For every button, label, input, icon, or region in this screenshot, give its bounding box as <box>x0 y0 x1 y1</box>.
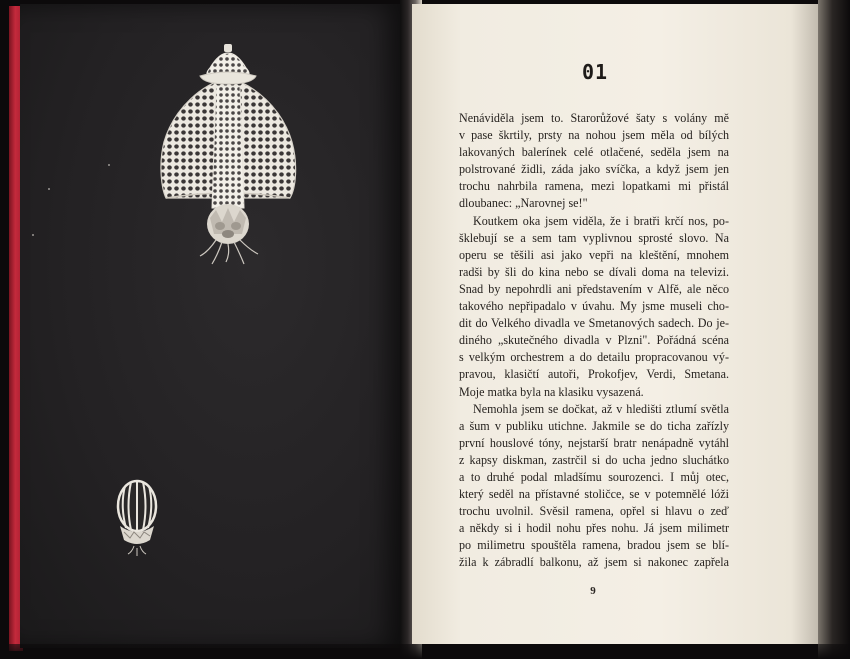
text-line: polstrované židli, záda jako svíčka, a když jsem jen <box>459 162 729 177</box>
page-edge-shadow <box>818 0 850 659</box>
text-line: Nenáviděla jsem to. Starorůžové šaty s volány mě <box>459 111 729 125</box>
dust-speck <box>108 164 110 166</box>
text-line: takového nepřipadalo v úvahu. My jsme museli cho- <box>459 299 729 314</box>
text-line: z kapsy diskman, zastrčil si do ucha jedno sluchátko <box>459 452 729 467</box>
text-line: lakovaných balerínek celé otlačené, seděla jsem na <box>459 145 729 160</box>
text-line: dit do Velkého divadla ve Smetanových sadech. Do je- <box>459 316 729 331</box>
text-line: Snad by nepohrdli ani představením v Alfě, ale něco <box>459 281 729 296</box>
dust-speck <box>32 234 34 236</box>
cage-fungus-illustration <box>112 478 162 558</box>
chapter-number: 01 <box>581 60 609 84</box>
veiled-mushroom-illustration <box>152 38 302 268</box>
text-line: Koutkem oka jsem viděla, že i bratři krčí nos, po- <box>473 213 729 228</box>
text-line: Moje matka byla na klasiku vysazená. <box>459 384 644 399</box>
text-line: žila k zábradlí balkonu, až jsem si nakonec zapřela <box>459 555 729 570</box>
left-page-illustration-plate <box>20 4 406 648</box>
dust-speck <box>48 188 50 190</box>
text-line: trochu uvolnil. Svěsil ramena, opřel si hlavu o zeď <box>459 504 729 519</box>
chapter-body-text <box>459 110 729 572</box>
text-line: s velkým orchestrem a do detailu propracovanou vý- <box>459 350 729 365</box>
text-line: Nemohla jsem se dočkat, až v hledišti ztlumí světla <box>473 401 729 416</box>
text-line: pravou, klasičtí autoři, Prokofjev, Verdi, Smetana. <box>459 367 729 382</box>
text-line: šklebují se a sem tam vyplivnou sprosté slovo. Na <box>459 230 729 245</box>
text-line: první houslové tóny, nejstarší bratr nenápadně vytáhl <box>459 435 729 450</box>
text-line: v pase škrtily, prsty na nohou jsem měla od bílých <box>459 128 729 143</box>
text-line: a šum v publiku utichne. Jakmile se do ticha zařízly <box>459 418 729 433</box>
text-line: diného „skutečného divadla v Plzni". Pořádná scéna <box>459 333 729 348</box>
text-line: operu se těšili asi jako vepři na kleštění, mnohem <box>459 247 729 262</box>
bottom-shadow <box>0 644 850 659</box>
text-line: po milimetru spouštěla ramena, bradou jsem se blí- <box>459 538 729 553</box>
text-line: a to druhé podal mladšímu sourozenci. I můj otec, <box>459 469 729 484</box>
text-line: a někdy si i hodil nohu přes nohu. Já jsem milimetr <box>459 521 729 536</box>
page-number: 9 <box>590 585 596 597</box>
text-line: dloubanec: „Narovnej se!" <box>459 196 588 211</box>
text-line: radši by šli do kina nebo se dívali doma na televizi. <box>459 264 729 279</box>
text-line: trochu nahrbila ramena, mezi lopatkami mi přistál <box>459 179 729 194</box>
text-line: který seděl na přístavné stoličce, se v potemnělé lóži <box>459 487 729 502</box>
